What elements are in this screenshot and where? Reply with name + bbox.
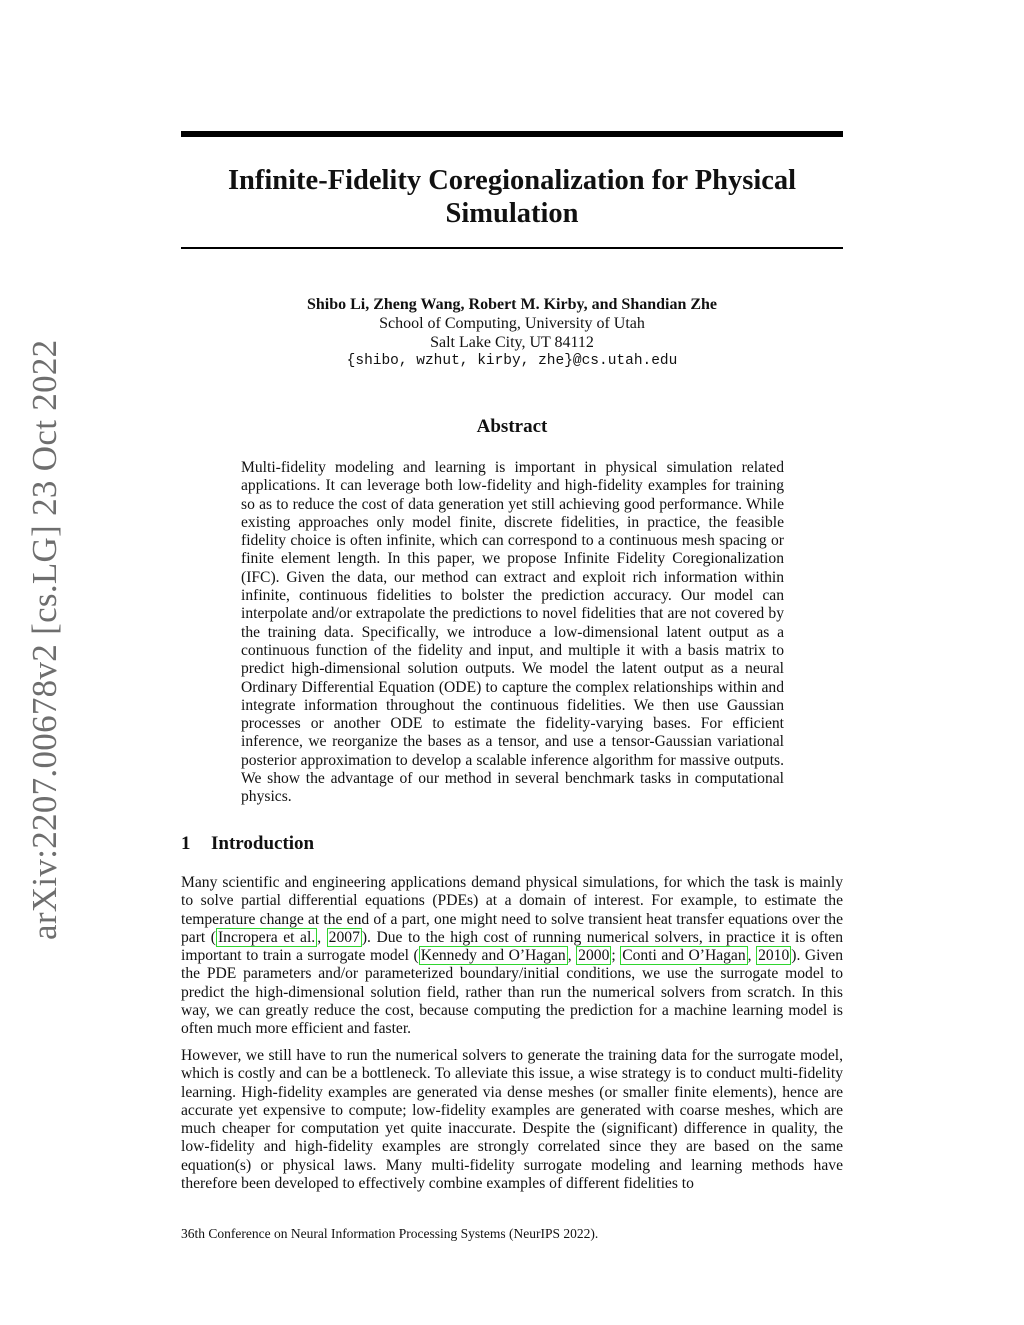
citation-link-kennedy[interactable]: Kennedy and O’Hagan [420, 947, 566, 965]
title-rule-top [181, 131, 843, 137]
citation-link-2000[interactable]: 2000 [578, 947, 610, 965]
intro-text-segment: ). Given the PDE parameters and/or parameterized boundary/initial conditions, we use the surrogate model to predict the high-dimensional solution field, rather than run the numerical solvers from scratch. In this way, we can greatly reduce the cost, because computing the prediction for a machine learning model is often much more efficient and faster. [181, 947, 844, 1038]
title-line-2: Simulation [445, 198, 579, 229]
intro-paragraph-2: However, we still have to run the numerical solvers to generate the training data for the surrogate model, which is costly and can be a bottleneck. To alleviate this issue, a wise strategy is to conduct multi-fidelity learning. High-fidelity examples are generated via dense meshes (or smaller finite elements), hence are accurate yet expensive to compute; low-fidelity examples are generated with coarse meshes, which are much cheaper for computation yet quite inaccurate. Despite the (significant) difference in quality, the low-fidelity and high-fidelity examples are strongly correlated since they are based on the same equation(s) or physical laws. Many multi-fidelity surrogate modeling and learning methods have therefore been developed to effectively combine examples of different fidelities to [181, 1047, 843, 1193]
intro-text-segment: , [317, 928, 327, 946]
title-rule-bottom [181, 247, 843, 249]
conference-footnote: 36th Conference on Neural Information Processing Systems (NeurIPS 2022). [181, 1226, 599, 1241]
intro-text-segment: , [747, 947, 757, 965]
author-address: Salt Lake City, UT 84112 [430, 334, 594, 351]
paper-title [181, 164, 843, 230]
intro-paragraph-1 [181, 874, 843, 1039]
author-block [181, 295, 843, 371]
section-heading-introduction [181, 833, 843, 855]
citation-link-conti[interactable]: Conti and O’Hagan [622, 947, 746, 965]
intro-text-segment: , [567, 947, 577, 965]
intro-text-segment: ). Due to the high cost of running numerical solvers, in practice it is often important to train a surrogate model ( [181, 928, 844, 965]
arxiv-side-stamp: arXiv:2207.00678v2 [cs.LG] 23 Oct 2022 [25, 339, 64, 940]
section-number: 1 [181, 833, 191, 854]
abstract-heading: Abstract [476, 416, 548, 437]
intro-text-segment: Many scientific and engineering applications demand physical simulations, for which the task is mainly to solve partial differential equations (PDEs) at a domain of interest. For example, to estimate the temperature change at the end of a part, one might need to solve transient heat transfer equations over the part ( [181, 874, 843, 946]
citation-link-2007[interactable]: 2007 [328, 928, 360, 946]
title-line-1: Infinite-Fidelity Coregionalization for Physical [227, 165, 797, 196]
author-email: {shibo, wzhut, kirby, zhe}@cs.utah.edu [346, 353, 678, 369]
abstract-text: Multi-fidelity modeling and learning is important in physical simulation related applications. It can leverage both low-fidelity and high-fidelity examples for training so as to reduce the cost of data generation yet still achieving good performance. While existing approaches only model finite, discrete fidelities, in practice, the feasible fidelity choice is often infinite, which can correspond to a continuous mesh spacing or finite element length. In this paper, we propose Infinite Fidelity Coregionalization (IFC). Given the data, our method can extract and exploit rich information within infinite, continuous fidelities to bolster the prediction accuracy. Our model can interpolate and/or extrapolate the predictions to novel fidelities that are not covered by the training data. Specifically, we introduce a low-dimensional latent output as a continuous function of the fidelity and input, and multiple it with a basis matrix to predict high-dimensional solution outputs. We model the latent output as a neural Ordinary Differential Equation (ODE) to capture the complex relationships within and integrate information throughout the continuous fidelities. We then use Gaussian processes or another ODE to estimate the fidelity-varying bases. For efficient inference, we reorganize the bases as a tensor, and use a tensor-Gaussian variational posterior approximation to develop a scalable inference algorithm for massive outputs. We show the advantage of our method in several benchmark tasks in computational physics. [241, 459, 784, 806]
intro-text-segment: ; [611, 947, 621, 965]
author-affiliation: School of Computing, University of Utah [379, 315, 645, 332]
author-names: Shibo Li, Zheng Wang, Robert M. Kirby, and Shandian Zhe [306, 296, 718, 313]
section-title: Introduction [211, 833, 315, 854]
citation-link-incropera[interactable]: Incropera et al. [217, 928, 316, 946]
citation-link-2010[interactable]: 2010 [758, 947, 790, 965]
